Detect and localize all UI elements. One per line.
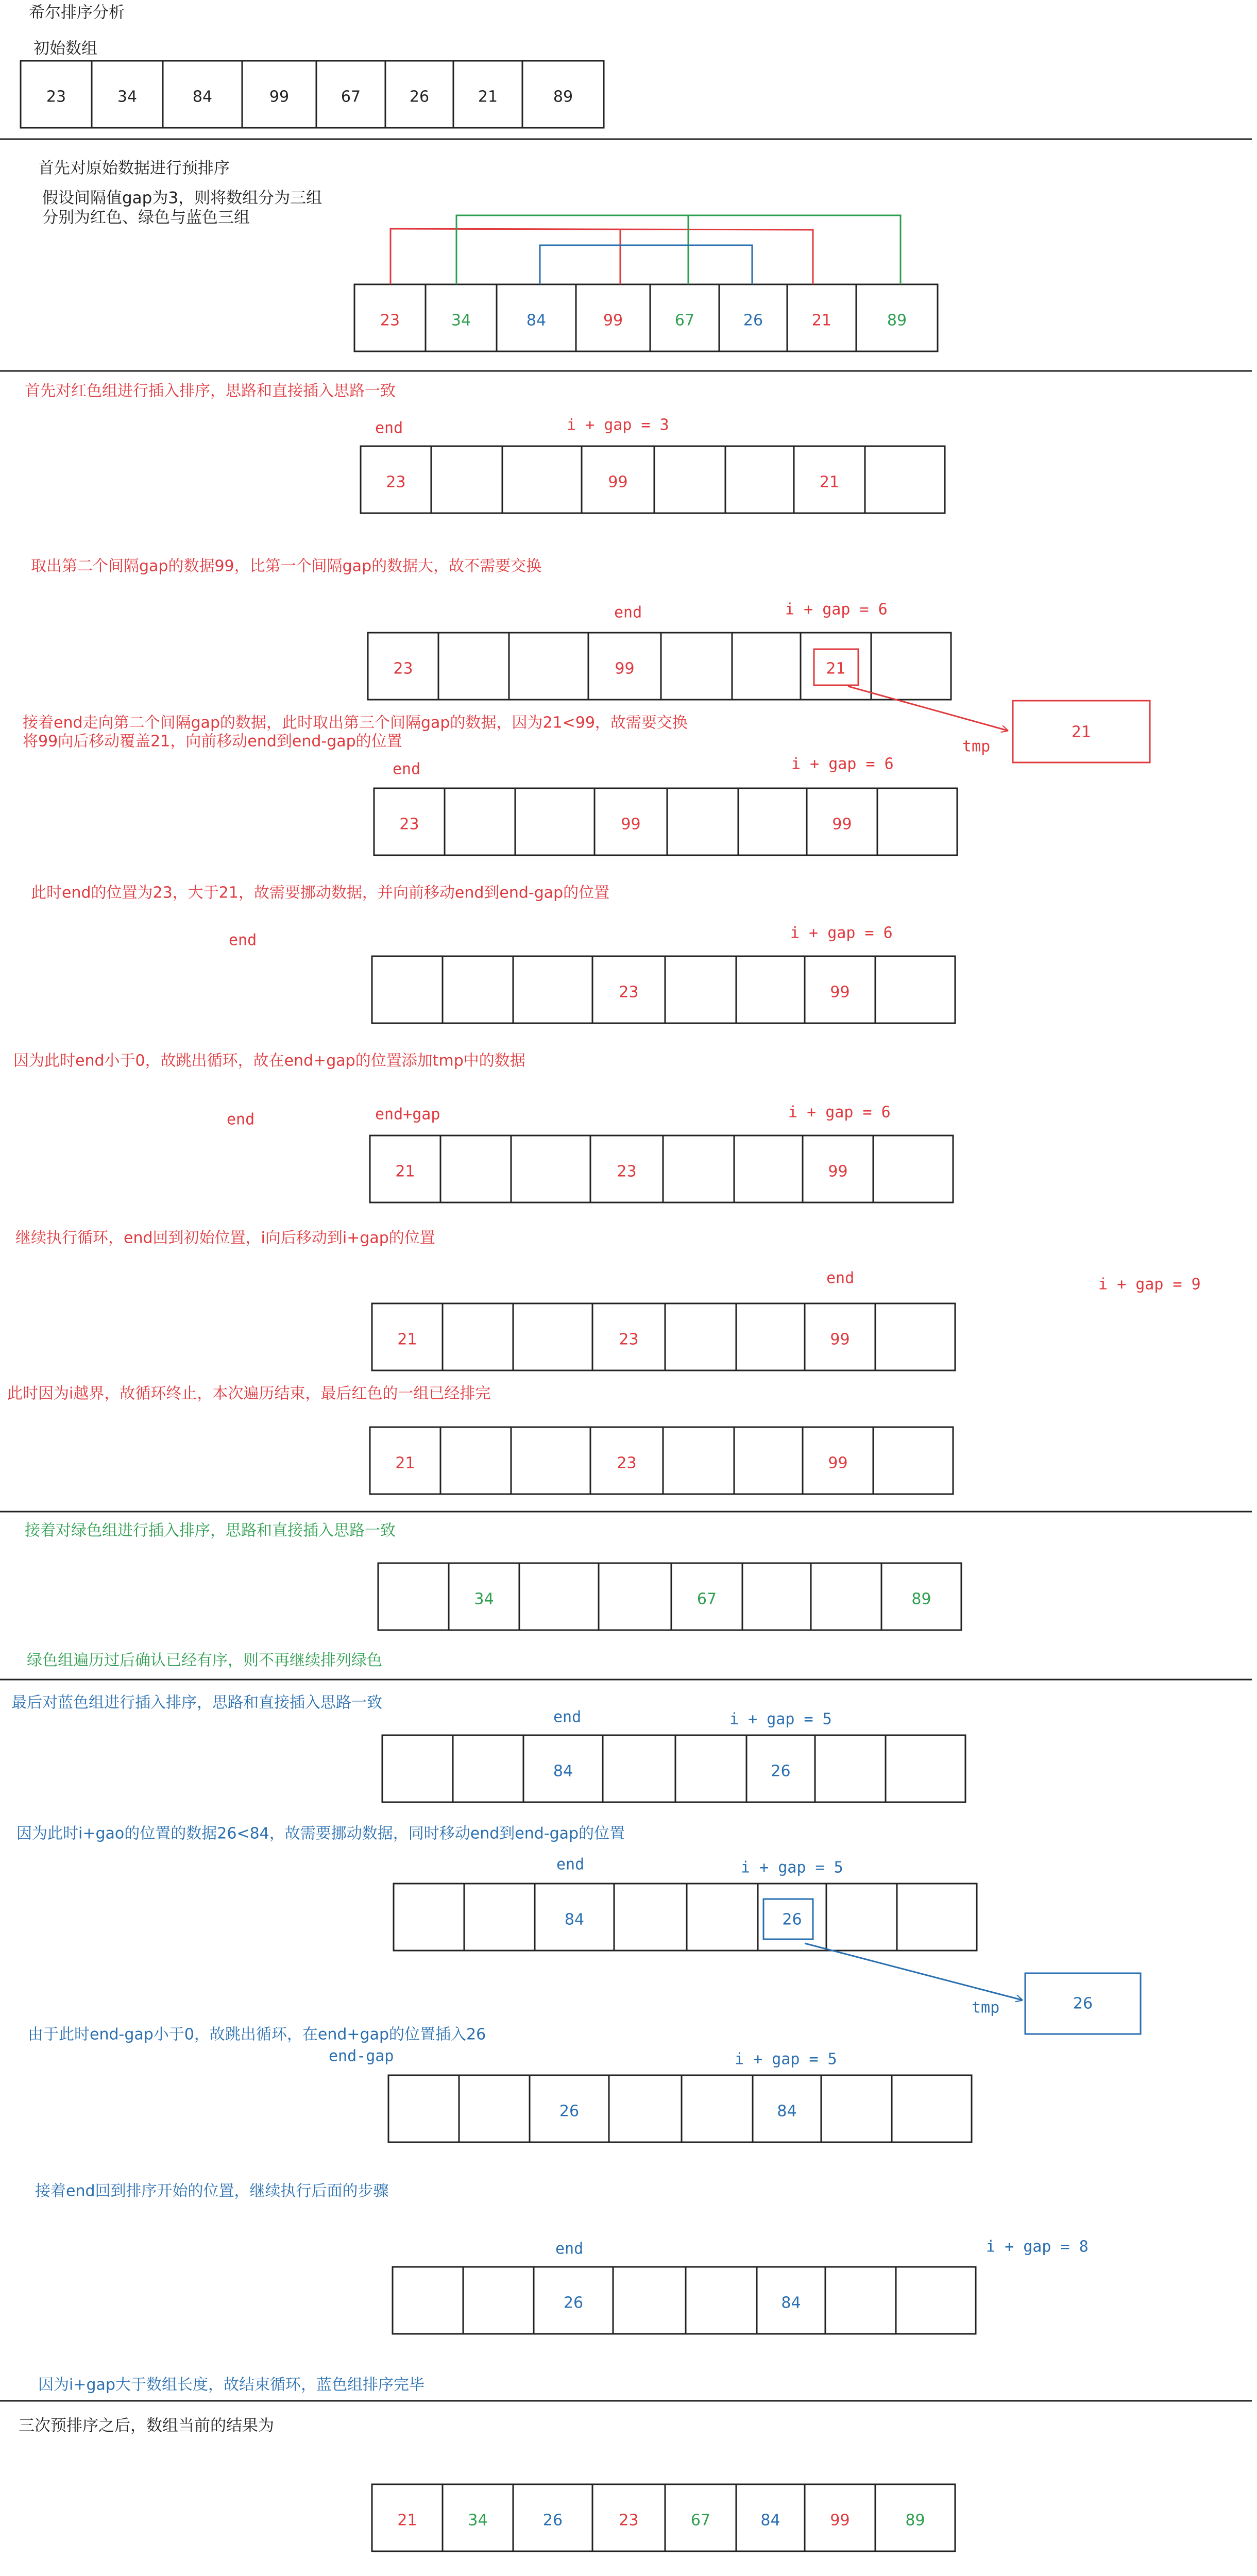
initial-array-frame [21, 61, 604, 128]
red-step4-array-value: 23 [619, 983, 639, 1002]
green-array-frame [378, 1563, 961, 1630]
green-array-value: 67 [697, 1590, 717, 1608]
i-gap-label: i + gap = 5 [735, 2050, 837, 2069]
after-presort-array-value: 99 [830, 2511, 850, 2530]
initial-array-value: 26 [409, 88, 430, 106]
initial-array-value: 21 [478, 88, 498, 106]
end-label: end [826, 1269, 855, 1287]
i-gap-label: i + gap = 5 [741, 1858, 843, 1877]
grouped-array-value: 23 [380, 311, 400, 330]
after-presort-array-frame [372, 2484, 955, 2551]
red-note-continue: 继续执行循环，end回到初始位置，i向后移动到i+gap的位置 [15, 1229, 435, 1247]
blue-intro-text: 最后对蓝色组进行插入排序，思路和直接插入思路一致 [11, 1693, 382, 1712]
red-step5-array-value: 23 [617, 1162, 637, 1181]
i-gap-label: i + gap = 6 [790, 924, 893, 942]
grouped-array-value: 89 [887, 311, 907, 330]
blue-group-bracket [540, 245, 752, 284]
blue-step1-array-value: 26 [771, 1762, 791, 1781]
blue-step3-array-frame [388, 2075, 972, 2142]
red-step6-array-frame [372, 1303, 955, 1370]
initial-array-label: 初始数组 [33, 39, 97, 58]
red-note-done: 此时因为i越界，故循环终止，本次遍历结束，最后红色的一组已经排完 [7, 1384, 491, 1403]
blue-note-continue: 接着end回到排序开始的位置，继续执行后面的步骤 [35, 2182, 389, 2200]
i-gap-label: i + gap = 6 [791, 755, 894, 773]
red-step4-array-frame [372, 956, 955, 1023]
blue-group-connector [540, 245, 752, 284]
red-intro-text: 首先对红色组进行插入排序，思路和直接插入思路一致 [25, 382, 396, 400]
red-group-connector [390, 229, 813, 284]
grouped-array-value: 21 [811, 311, 832, 330]
move-to-tmp-arrow [848, 686, 1008, 731]
red-step1-array-value: 23 [386, 473, 406, 492]
red-note-swap-line1: 接着end走向第二个间隔gap的数据，此时取出第三个间隔gap的数据，因为21<99，故需要交换 [23, 714, 688, 732]
i-gap-label: i + gap = 3 [567, 416, 669, 434]
red-step2-array [368, 633, 951, 700]
initial-array [21, 61, 604, 128]
red-group-bracket [390, 229, 813, 284]
end-plus-gap-label: end+gap [375, 1105, 440, 1124]
initial-array-value: 84 [192, 88, 213, 106]
green-array [378, 1563, 961, 1630]
red-step2-array-value: 99 [615, 659, 635, 678]
green-intro-text: 接着对绿色组进行插入排序，思路和直接插入思路一致 [25, 1521, 396, 1540]
red-step3-array [374, 788, 957, 855]
grouped-array-value: 67 [674, 311, 695, 330]
initial-array-value: 99 [269, 88, 290, 106]
red-step7-array [370, 1427, 953, 1494]
grouped-array-value: 34 [451, 311, 471, 330]
red-step5-array-value: 99 [828, 1162, 848, 1181]
blue-step4-array [393, 2267, 976, 2334]
red-step7-array-frame [370, 1427, 953, 1494]
red-step3-array-value: 99 [832, 815, 852, 834]
blue-step1-array-frame [382, 1735, 965, 1802]
red-step4-array [372, 956, 955, 1023]
blue-step3-array-value: 84 [777, 2102, 797, 2121]
after-presort-array-value: 84 [760, 2511, 780, 2530]
blue-step3-array-value: 26 [559, 2102, 580, 2121]
red-step7-array-value: 23 [617, 1454, 637, 1472]
blue-step1-array-value: 84 [553, 1762, 573, 1781]
after-presort-array-value: 26 [542, 2511, 563, 2530]
blue-note-done: 因为i+gap大于数组长度，故结束循环，蓝色组排序完毕 [38, 2376, 424, 2394]
red-note-insert: 因为此时end小于0，故跳出循环，故在end+gap的位置添加tmp中的数据 [13, 1052, 525, 1070]
initial-array-value: 67 [341, 88, 361, 106]
red-step3-array-frame [374, 788, 957, 855]
initial-array-value: 89 [553, 88, 573, 106]
tmp-value: 21 [1071, 723, 1092, 741]
blue-step4-array-value: 26 [563, 2294, 584, 2312]
red-step2-array-value: 23 [393, 659, 413, 678]
after-presort-array [372, 2484, 955, 2551]
gap-assumption-text: 假设间隔值gap为3，则将数组分为三组 [42, 189, 322, 208]
i-gap-label: i + gap = 5 [729, 1710, 832, 1728]
group-colors-text: 分别为红色、绿色与蓝色三组 [42, 208, 250, 227]
red-step2-array-frame [368, 633, 951, 700]
grouped-array-value: 84 [526, 311, 547, 330]
red-step1-array-value: 99 [608, 473, 628, 492]
grouped-array-value: 26 [743, 311, 763, 330]
red-step1-array-frame [361, 446, 945, 513]
green-note-sorted: 绿色组遍历过后确认已经有序，则不再继续排列绿色 [27, 1651, 382, 1670]
after-presort-array-value: 34 [468, 2511, 488, 2530]
page-title: 希尔排序分析 [29, 3, 125, 22]
i-gap-label: i + gap = 6 [785, 600, 888, 619]
end-minus-gap-label: end-gap [329, 2047, 394, 2065]
end-label: end [553, 1708, 582, 1726]
green-group-connector [456, 215, 901, 284]
blue-step2-array-value: 26 [782, 1910, 802, 1929]
end-label: end [614, 603, 642, 622]
blue-note-insert: 由于此时end-gap小于0，故跳出循环，在end+gap的位置插入26 [28, 2025, 486, 2044]
red-step1-array [361, 446, 945, 513]
after-presort-array-value: 21 [397, 2511, 417, 2530]
red-note-shift: 此时end的位置为23，大于21，故需要挪动数据，并向前移动end到end-gap的位置 [31, 884, 610, 902]
move-to-tmp-arrow [805, 1943, 1022, 2000]
after-presort-array-value: 23 [619, 2511, 639, 2530]
green-group-bracket [456, 215, 901, 284]
grouped-array-value: 99 [603, 311, 623, 330]
after-presort-array-value: 89 [905, 2511, 925, 2530]
grouped-array-frame [354, 284, 938, 351]
red-step6-array-value: 23 [619, 1330, 639, 1349]
red-step6-array-value: 21 [397, 1330, 417, 1349]
end-label: end [375, 419, 403, 437]
red-step2-array-value: 21 [826, 659, 846, 678]
red-step5-array [370, 1136, 953, 1202]
red-step6-array-value: 99 [830, 1330, 850, 1349]
blue-step4-array-value: 84 [781, 2294, 801, 2312]
red-step1-array-value: 21 [819, 473, 840, 492]
red-step4-array-value: 99 [830, 983, 850, 1002]
red-step6-array [372, 1303, 955, 1370]
red-step5-array-frame [370, 1136, 953, 1202]
blue-step1-array [382, 1735, 965, 1802]
end-label: end [555, 2240, 584, 2258]
end-label: end [556, 1855, 585, 1874]
blue-step4-array-frame [393, 2267, 976, 2334]
after-presort-heading: 三次预排序之后，数组当前的结果为 [19, 2416, 274, 2435]
red-note-swap-line2: 将99向后移动覆盖21，向前移动end到end-gap的位置 [23, 732, 402, 751]
end-label: end [393, 760, 421, 778]
green-array-value: 34 [474, 1590, 494, 1608]
end-label: end [229, 931, 257, 950]
blue-note-shift: 因为此时i+gao的位置的数据26<84，故需要挪动数据，同时移动end到end-gap的位置 [16, 1824, 625, 1843]
tmp-value: 26 [1073, 1994, 1093, 2013]
red-step3-array-value: 23 [399, 815, 419, 834]
red-step7-array-value: 21 [395, 1454, 415, 1472]
end-label: end [227, 1110, 255, 1129]
tmp-label: tmp [962, 737, 991, 756]
red-note-no-swap: 取出第二个间隔gap的数据99，比第一个间隔gap的数据大，故不需要交换 [31, 557, 542, 575]
grouped-array [354, 284, 938, 351]
after-presort-array-value: 67 [690, 2511, 711, 2530]
blue-step3-array [388, 2075, 972, 2142]
blue-step2-array-value: 84 [564, 1910, 585, 1929]
blue-step2-array [394, 1884, 977, 1951]
initial-array-value: 34 [117, 88, 138, 106]
i-gap-label: i + gap = 8 [986, 2238, 1089, 2256]
i-gap-label: i + gap = 9 [1098, 1275, 1201, 1294]
pre-sort-heading: 首先对原始数据进行预排序 [38, 159, 230, 178]
green-array-value: 89 [911, 1590, 931, 1608]
red-step5-array-value: 21 [395, 1162, 415, 1181]
red-step7-array-value: 99 [828, 1454, 848, 1472]
initial-array-value: 23 [46, 88, 66, 106]
red-step3-array-value: 99 [621, 815, 641, 834]
i-gap-label: i + gap = 6 [788, 1103, 891, 1122]
blue-step2-array-frame [394, 1884, 977, 1951]
tmp-label: tmp [972, 1998, 1000, 2017]
